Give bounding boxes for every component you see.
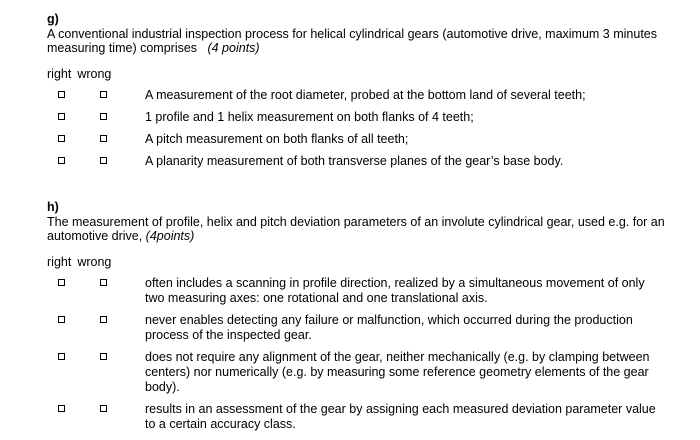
option-text: results in an assessment of the gear by assigning each measured deviation parameter value to a certain accuracy class. xyxy=(145,402,656,431)
question-g-options xyxy=(47,88,667,169)
option-text: does not require any alignment of the gear, neither mechanically (e.g. by clamping between centers) nor numerically (e.g. by measuring some reference geometry elements of the gear body). xyxy=(145,350,650,394)
wrong-checkbox[interactable] xyxy=(100,157,107,164)
question-h xyxy=(47,200,667,439)
question-h-options xyxy=(47,276,667,432)
question-g-intro xyxy=(47,27,667,55)
wrong-checkbox[interactable] xyxy=(100,279,107,286)
wrong-checkbox[interactable] xyxy=(100,316,107,323)
question-h-intro-text: The measurement of profile, helix and pitch deviation parameters of an involute cylindrical gear, used e.g. for an automotive drive, xyxy=(47,215,665,243)
wrong-checkbox[interactable] xyxy=(100,135,107,142)
question-g-column-headers xyxy=(47,67,667,82)
option-row xyxy=(47,276,667,306)
wrong-checkbox[interactable] xyxy=(100,91,107,98)
right-checkbox[interactable] xyxy=(58,157,65,164)
column-right-label: right xyxy=(47,255,72,269)
option-row xyxy=(47,402,667,432)
option-text: A measurement of the root diameter, probed at the bottom land of several teeth; xyxy=(145,88,586,102)
option-text: often includes a scanning in profile direction, realized by a simultaneous movement of only two measuring axes: one rotational and one translational axis. xyxy=(145,276,645,305)
option-row xyxy=(47,132,667,147)
column-wrong-label: wrong xyxy=(77,67,112,81)
option-row xyxy=(47,154,667,169)
question-g-label: g) xyxy=(47,12,59,26)
question-h-label: h) xyxy=(47,200,59,214)
wrong-checkbox[interactable] xyxy=(100,405,107,412)
wrong-checkbox[interactable] xyxy=(100,113,107,120)
option-text: 1 profile and 1 helix measurement on both flanks of 4 teeth; xyxy=(145,110,474,124)
question-g-points: (4 points) xyxy=(207,41,260,55)
right-checkbox[interactable] xyxy=(58,279,65,286)
option-text: A pitch measurement on both flanks of all teeth; xyxy=(145,132,409,146)
right-checkbox[interactable] xyxy=(58,353,65,360)
right-checkbox[interactable] xyxy=(58,91,65,98)
option-row xyxy=(47,110,667,125)
option-row xyxy=(47,313,667,343)
column-right-label: right xyxy=(47,67,72,81)
right-checkbox[interactable] xyxy=(58,113,65,120)
question-h-points: (4points) xyxy=(145,229,195,243)
option-text: never enables detecting any failure or malfunction, which occurred during the production process of the inspected gear. xyxy=(145,313,633,342)
question-h-intro xyxy=(47,215,667,243)
right-checkbox[interactable] xyxy=(58,316,65,323)
option-row xyxy=(47,350,667,395)
question-g-intro-text: A conventional industrial inspection process for helical cylindrical gears (automotive drive, maximum 3 minutes measuring time) comprises xyxy=(47,27,657,55)
question-h-column-headers xyxy=(47,255,667,270)
question-g xyxy=(47,12,667,176)
option-text: A planarity measurement of both transverse planes of the gear’s base body. xyxy=(145,154,564,168)
wrong-checkbox[interactable] xyxy=(100,353,107,360)
column-wrong-label: wrong xyxy=(77,255,112,269)
right-checkbox[interactable] xyxy=(58,405,65,412)
option-row xyxy=(47,88,667,103)
right-checkbox[interactable] xyxy=(58,135,65,142)
